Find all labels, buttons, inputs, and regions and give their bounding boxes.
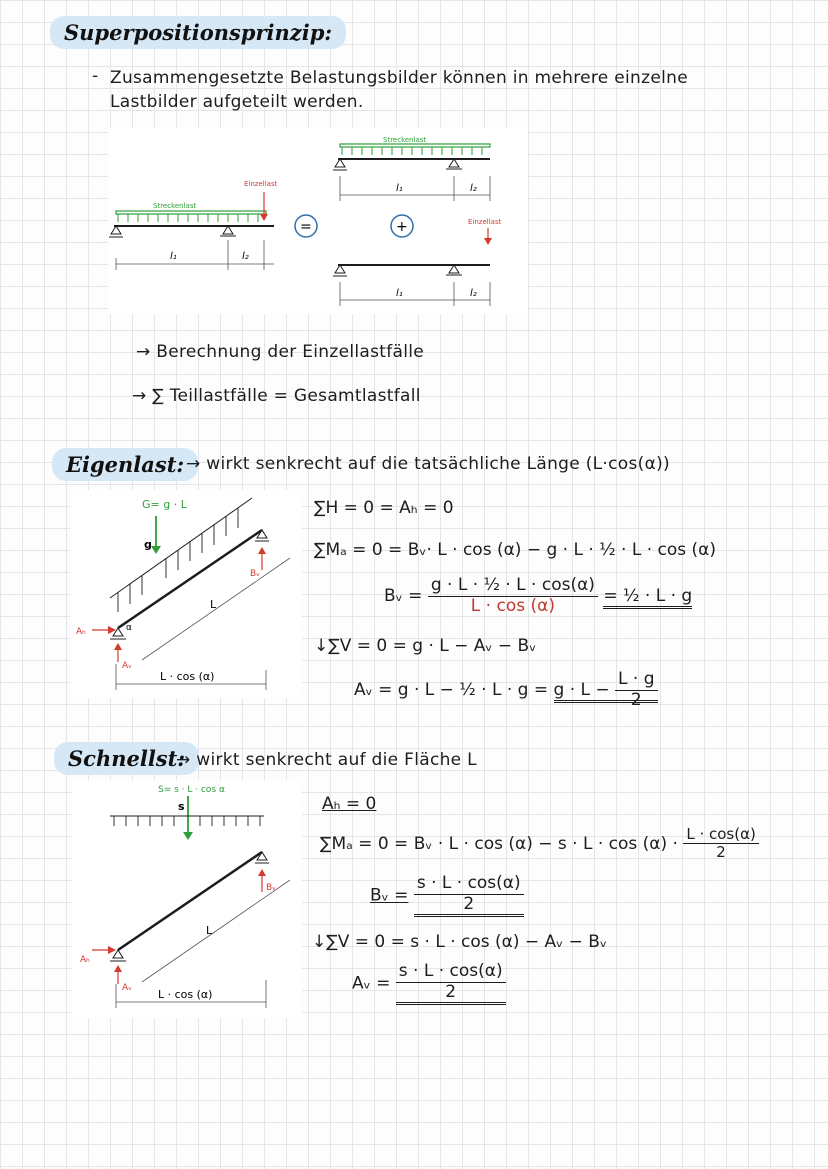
- arrow-note-1: → Berechnung der Einzellastfälle: [136, 342, 425, 362]
- schnellst-eq5-num: s · L · cos(α): [396, 962, 506, 983]
- schnellst-load-label: S= s · L · cos α: [158, 785, 225, 795]
- schnellst-eq3-lhs: Bᵥ =: [370, 885, 409, 906]
- schnellst-eq3-frac: [414, 874, 524, 917]
- heading-schnellst: Schnellst:: [54, 742, 199, 775]
- eigenlast-eq3-frac: [428, 576, 598, 616]
- eigenlast-figure: [70, 490, 302, 698]
- superposition-figure: [108, 128, 528, 314]
- schnellst-bv: Bᵥ: [266, 883, 276, 893]
- eigenlast-eq2: ∑Mₐ = 0 = Bᵥ· L · cos (α) − g · L · ½ · L · cos (α): [314, 540, 717, 560]
- schnellst-figure: [72, 780, 302, 1018]
- schnellst-eq2-frac: [683, 826, 759, 862]
- schnellst-diagram: [72, 780, 302, 1018]
- eigenlast-eq1: ∑H = 0 = Aₕ = 0: [314, 498, 454, 518]
- eigenlast-ah: Aₕ: [76, 627, 86, 637]
- superposition-diagram: [108, 128, 528, 314]
- eigenlast-diagram: [70, 490, 302, 698]
- eigenlast-eq5-rhs: g · L −: [553, 680, 610, 701]
- eigenlast-eq5-frac: [615, 670, 657, 710]
- heading-superposition: Superpositionsprinzip:: [50, 16, 346, 49]
- eigenlast-av: Aᵥ: [122, 661, 132, 671]
- schnellst-L: L: [206, 924, 213, 937]
- plus-sign: +: [396, 219, 408, 235]
- label-streckenlast-right: Streckenlast: [383, 136, 427, 144]
- intro-line-2: Lastbilder aufgeteilt werden.: [110, 92, 364, 112]
- schnellst-ah: Aₕ: [80, 955, 90, 965]
- schnellst-eq5: [352, 962, 506, 1005]
- eigenlast-eq3-rhs: = ½ · L · g: [603, 586, 692, 609]
- eigenlast-base: L · cos (α): [160, 670, 215, 683]
- schnellst-load-arrows: [114, 816, 260, 826]
- eigenlast-eq5: [354, 670, 658, 710]
- distributed-load-left: [118, 214, 258, 222]
- eigenlast-L: L: [210, 598, 217, 611]
- label-einzellast-right: Einzellast: [468, 218, 502, 226]
- schnellst-eq5-lhs: Aᵥ =: [352, 973, 391, 994]
- arrow-note-2: → ∑ Teillastfälle = Gesamtlastfall: [132, 386, 421, 406]
- schnellst-av: Aᵥ: [122, 983, 132, 993]
- eigenlast-eq5-num: L · g: [615, 670, 657, 691]
- eigenlast-eq3-den: L · cos (α): [470, 595, 555, 616]
- equals-sign: =: [300, 219, 312, 235]
- eigenlast-eq5-den: 2: [630, 689, 642, 710]
- eigenlast-eq3-lhs: Bᵥ =: [384, 586, 423, 607]
- eigenlast-eq3: [384, 576, 692, 616]
- schnellst-eq3-den: 2: [463, 893, 475, 914]
- label-streckenlast-left: Streckenlast: [153, 202, 197, 210]
- label-einzellast-left: Einzellast: [244, 180, 278, 188]
- eigenlast-load-label: G= g · L: [142, 498, 187, 511]
- schnellst-eq1: Aₕ = 0: [322, 794, 377, 814]
- bullet-dash: -: [92, 66, 99, 86]
- heading-eigenlast: Eigenlast:: [52, 448, 198, 481]
- schnellst-note: → wirkt senkrecht auf die Fläche L: [176, 750, 477, 770]
- schnellst-eq2-text: ∑Mₐ = 0 = Bᵥ · L · cos (α) − s · L · cos (α) ·: [320, 833, 678, 854]
- label-l1-bottom: l₁: [396, 288, 403, 299]
- schnellst-eq3: [370, 874, 524, 917]
- schnellst-s-label: s: [178, 800, 185, 813]
- schnellst-base: L · cos (α): [158, 988, 213, 1001]
- schnellst-eq4: ↓∑V = 0 = s · L · cos (α) − Aᵥ − Bᵥ: [312, 932, 608, 952]
- label-l2-top: l₂: [470, 183, 477, 194]
- schnellst-eq2-num: L · cos(α): [683, 826, 759, 844]
- eigenlast-g-label: g: [144, 538, 152, 551]
- schnellst-eq3-num: s · L · cos(α): [414, 874, 524, 895]
- schnellst-eq2: [320, 826, 759, 862]
- label-l2-bottom: l₂: [470, 288, 477, 299]
- schnellst-eq5-frac: [396, 962, 506, 1005]
- label-l1-top: l₁: [396, 183, 403, 194]
- intro-line-1: Zusammengesetzte Belastungsbilder können in mehrere einzelne: [110, 68, 688, 88]
- schnellst-eq5-den: 2: [445, 981, 457, 1002]
- eigenlast-bv: Bᵥ: [250, 569, 260, 579]
- eigenlast-alpha: α: [126, 623, 132, 633]
- schnellst-eq2-den: 2: [716, 843, 726, 862]
- label-l1-left: l₁: [170, 251, 177, 262]
- eigenlast-note: → wirkt senkrecht auf die tatsächliche Länge (L·cos(α)): [186, 454, 670, 474]
- eigenlast-eq5-lhs: Aᵥ = g · L − ½ · L · g =: [354, 680, 549, 701]
- eigenlast-eq3-num: g · L · ½ · L · cos(α): [428, 576, 598, 597]
- eigenlast-eq4: ↓∑V = 0 = g · L − Aᵥ − Bᵥ: [314, 636, 537, 656]
- distributed-load-right: [342, 147, 482, 155]
- label-l2-left: l₂: [242, 251, 249, 262]
